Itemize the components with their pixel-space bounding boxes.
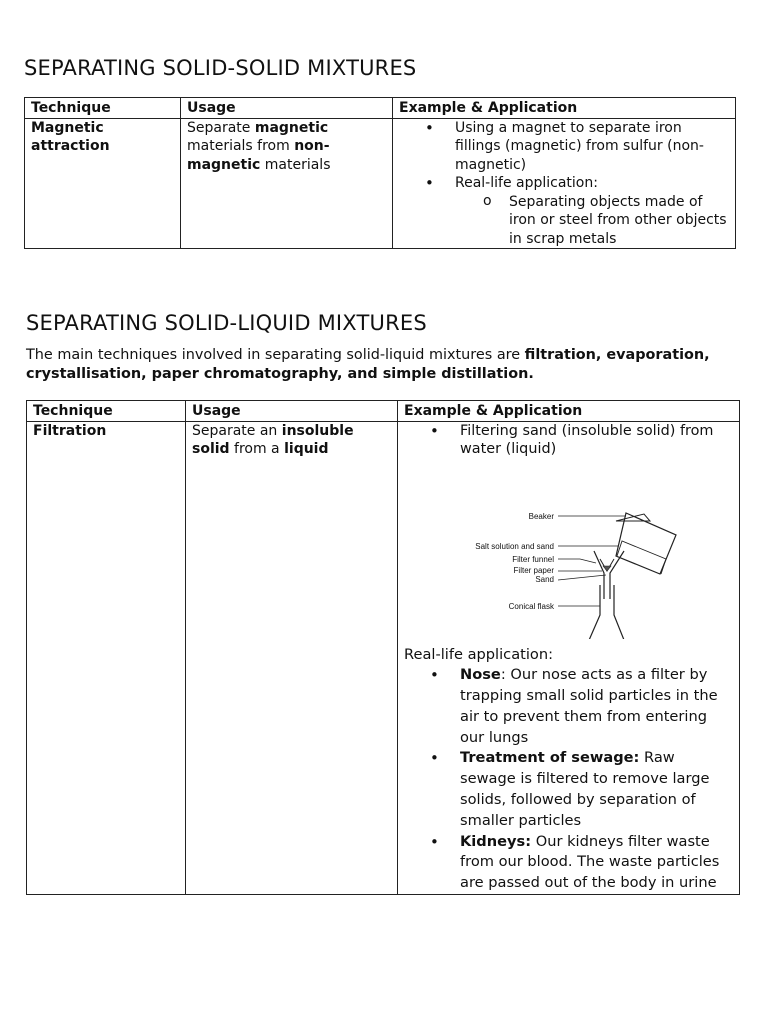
- label-salt-solution-and-sand: Salt solution and sand: [475, 541, 554, 551]
- application-sep: :: [500, 666, 506, 684]
- table-row: [25, 118, 736, 249]
- beaker-liquid: [617, 541, 666, 574]
- header-example: Example & Application: [393, 98, 736, 119]
- application-item: [455, 174, 729, 248]
- label-filter-funnel: Filter funnel: [512, 554, 554, 564]
- application-text: Our nose acts as a filter by trapping small solid particles in the air to prevent them from entering our lungs: [460, 666, 718, 746]
- example-item: • Using a magnet to separate iron fillings (magnetic) from sulfur (non-magnetic): [455, 119, 729, 175]
- usage-bold: liquid: [284, 441, 329, 457]
- usage-cell: [186, 421, 398, 895]
- solid-solid-table: [24, 97, 736, 249]
- intro-period: .: [528, 366, 534, 382]
- usage-text: from a: [229, 441, 285, 457]
- header-usage: Usage: [181, 98, 393, 119]
- example-list: [399, 119, 729, 249]
- sand-shape: [603, 566, 611, 571]
- application-sep: :: [633, 749, 640, 767]
- application-sep: :: [525, 832, 532, 850]
- example-item: • Filtering sand (insoluble solid) from water (liquid): [460, 422, 733, 459]
- header-technique: Technique: [27, 401, 186, 422]
- usage-bold: insoluble solid: [192, 422, 354, 457]
- label-beaker: Beaker: [528, 511, 554, 521]
- header-usage: Usage: [186, 401, 398, 422]
- application-sublist: [455, 193, 729, 249]
- table-header-row: [25, 98, 736, 119]
- application-kidneys: [460, 832, 733, 894]
- funnel-shape: [594, 551, 624, 599]
- intro-techniques: filtration, evaporation, crystallisation, paper chromatography, and simple distillation: [26, 347, 710, 382]
- application-sewage: [460, 748, 733, 831]
- leader-line: [580, 559, 596, 563]
- label-sand: Sand: [535, 574, 554, 584]
- beaker-shape: [616, 513, 676, 574]
- leader-line: [558, 575, 606, 580]
- application-text: Our kidneys filter waste from our blood. The waste particles are passed out of the body in urine: [460, 832, 720, 892]
- intro-text: The main techniques involved in separating solid-liquid mixtures are: [26, 347, 525, 363]
- application-term: Treatment of sewage: [460, 749, 634, 767]
- example-list: [404, 422, 733, 459]
- application-term: Kidneys: [460, 832, 526, 850]
- table-row: [27, 421, 740, 895]
- application-text: Raw sewage is filtered to remove large solids, followed by separation of smaller particles: [460, 749, 710, 829]
- usage-bold: non-magnetic: [187, 138, 330, 173]
- application-nose: [460, 665, 733, 748]
- application-term: Nose: [460, 666, 501, 684]
- application-list: [404, 665, 733, 894]
- header-technique: Technique: [25, 98, 181, 119]
- example-cell: [393, 118, 736, 249]
- label-filter-paper: Filter paper: [513, 565, 554, 575]
- technique-filtration: Filtration: [27, 421, 186, 895]
- filtration-apparatus-drawing: [404, 467, 744, 639]
- conical-flask-shape: [576, 585, 636, 639]
- application-label: Real-life application:: [404, 645, 554, 663]
- example-cell: [398, 421, 740, 895]
- header-example: Example & Application: [398, 401, 740, 422]
- section-title-solid-liquid: SEPARATING SOLID-LIQUID MIXTURES: [26, 311, 427, 335]
- application-subitem: o Separating objects made of iron or steel from other objects in scrap metals: [509, 193, 729, 249]
- beaker-spout: [616, 514, 650, 521]
- usage-text: materials: [260, 156, 331, 173]
- real-life-applications: [404, 645, 733, 895]
- label-conical-flask: Conical flask: [508, 601, 554, 611]
- technique-magnetic-attraction: Magnetic attraction: [25, 118, 181, 249]
- usage-text: materials from: [187, 138, 295, 154]
- usage-text: Separate an: [192, 422, 282, 439]
- usage-cell: [181, 118, 393, 249]
- usage-text: Separate: [187, 119, 255, 136]
- section-title-solid-solid: SEPARATING SOLID-SOLID MIXTURES: [24, 56, 417, 80]
- table-header-row: [27, 401, 740, 422]
- intro-paragraph: [26, 346, 746, 384]
- application-label: Real-life application:: [455, 175, 598, 191]
- solid-liquid-table: [26, 400, 740, 895]
- usage-bold: magnetic: [254, 119, 329, 136]
- filtration-diagram: [404, 467, 744, 639]
